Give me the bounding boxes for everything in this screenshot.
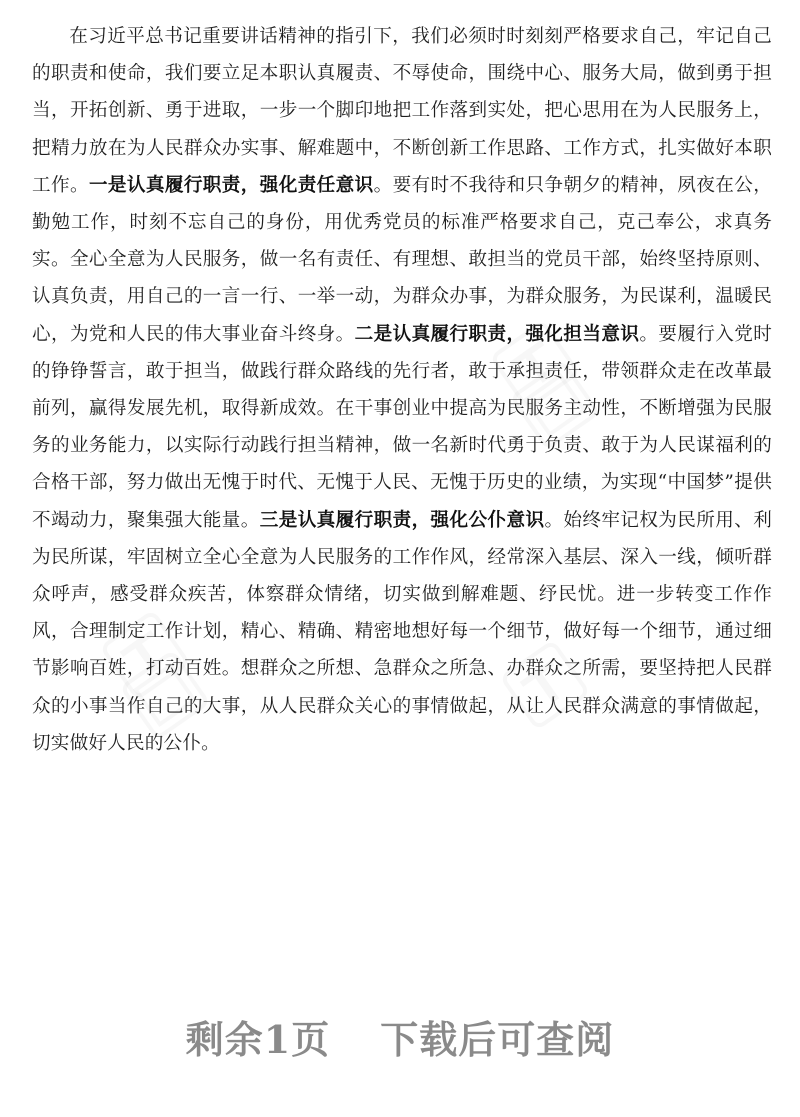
- article-paragraph: [32, 18, 772, 762]
- point-two-heading: 二是认真履行职责，强化担当意识: [354, 323, 640, 345]
- point-one-body: 。要有时不我待和只争朝夕的精神，夙夜在公，勤勉工作，时刻不忘自己的身份，用优秀党员的标准严格要求自己，克己奉公，求真务实。全心全意为人民服务，做一名有责任、有理想、敢担当的党员干部，始终坚持原则、认真负责，用自己的一言一行、一举一动，为群众办事，为群众服务，为民谋利，温暖民心，为党和人民的伟大事业奋斗终身。: [32, 174, 772, 345]
- paragraph-intro: 在习近平总书记重要讲话精神的指引下，我们必须时时刻刻严格要求自己，牢记自己的职责和使命，我们要立足本职认真履责、不辱使命，围绕中心、服务大局，做到勇于担当，开拓创新、勇于进取，一步一个脚印地把工作落到实处，把心思用在为人民服务上，把精力放在为人民群众办实事、解难题中，不断创新工作思路、工作方式，扎实做好本职工作。: [32, 26, 772, 196]
- point-three-body: 。始终牢记权为民所用、利为民所谋，牢固树立全心全意为人民服务的工作作风，经常深入基层、深入一线，倾听群众呼声，感受群众疾苦，体察群众情绪，切实做到解难题、纾民忧。进一步转变工作作风，合理制定工作计划，精心、精确、精密地想好每一个细节，做好每一个细节，通过细节影响百姓，打动百姓。想群众之所想、急群众之所急、办群众之所需，要坚持把人民群众的小事当作自己的大事，从人民群众关心的事情做起，从让人民群众满意的事情做起，切实做好人民的公仆。: [32, 509, 772, 754]
- point-three-heading: 三是认真履行职责，强化公仆意识: [259, 509, 545, 531]
- download-notice[interactable]: [0, 1014, 800, 1066]
- point-two-body: 。要履行入党时的铮铮誓言，敢于担当，做践行群众路线的先行者，敢于承担责任，带领群众走在改革最前列，赢得发展先机，取得新成效。在干事创业中提高为民服务主动性，不断增强为民服务的业务能力，以实际行动践行担当精神，做一名新时代勇于负责、敢于为人民谋福利的合格干部，努力做出无愧于时代、无愧于人民、无愧于历史的业绩，为实现“中国梦”提供不竭动力，聚集强大能量。: [32, 323, 772, 531]
- point-one-heading: 一是认真履行职责，强化责任意识: [88, 174, 374, 196]
- download-to-view-label: 下载后可查阅: [380, 1017, 615, 1062]
- remaining-pages-label: 剩余1页: [185, 1017, 331, 1062]
